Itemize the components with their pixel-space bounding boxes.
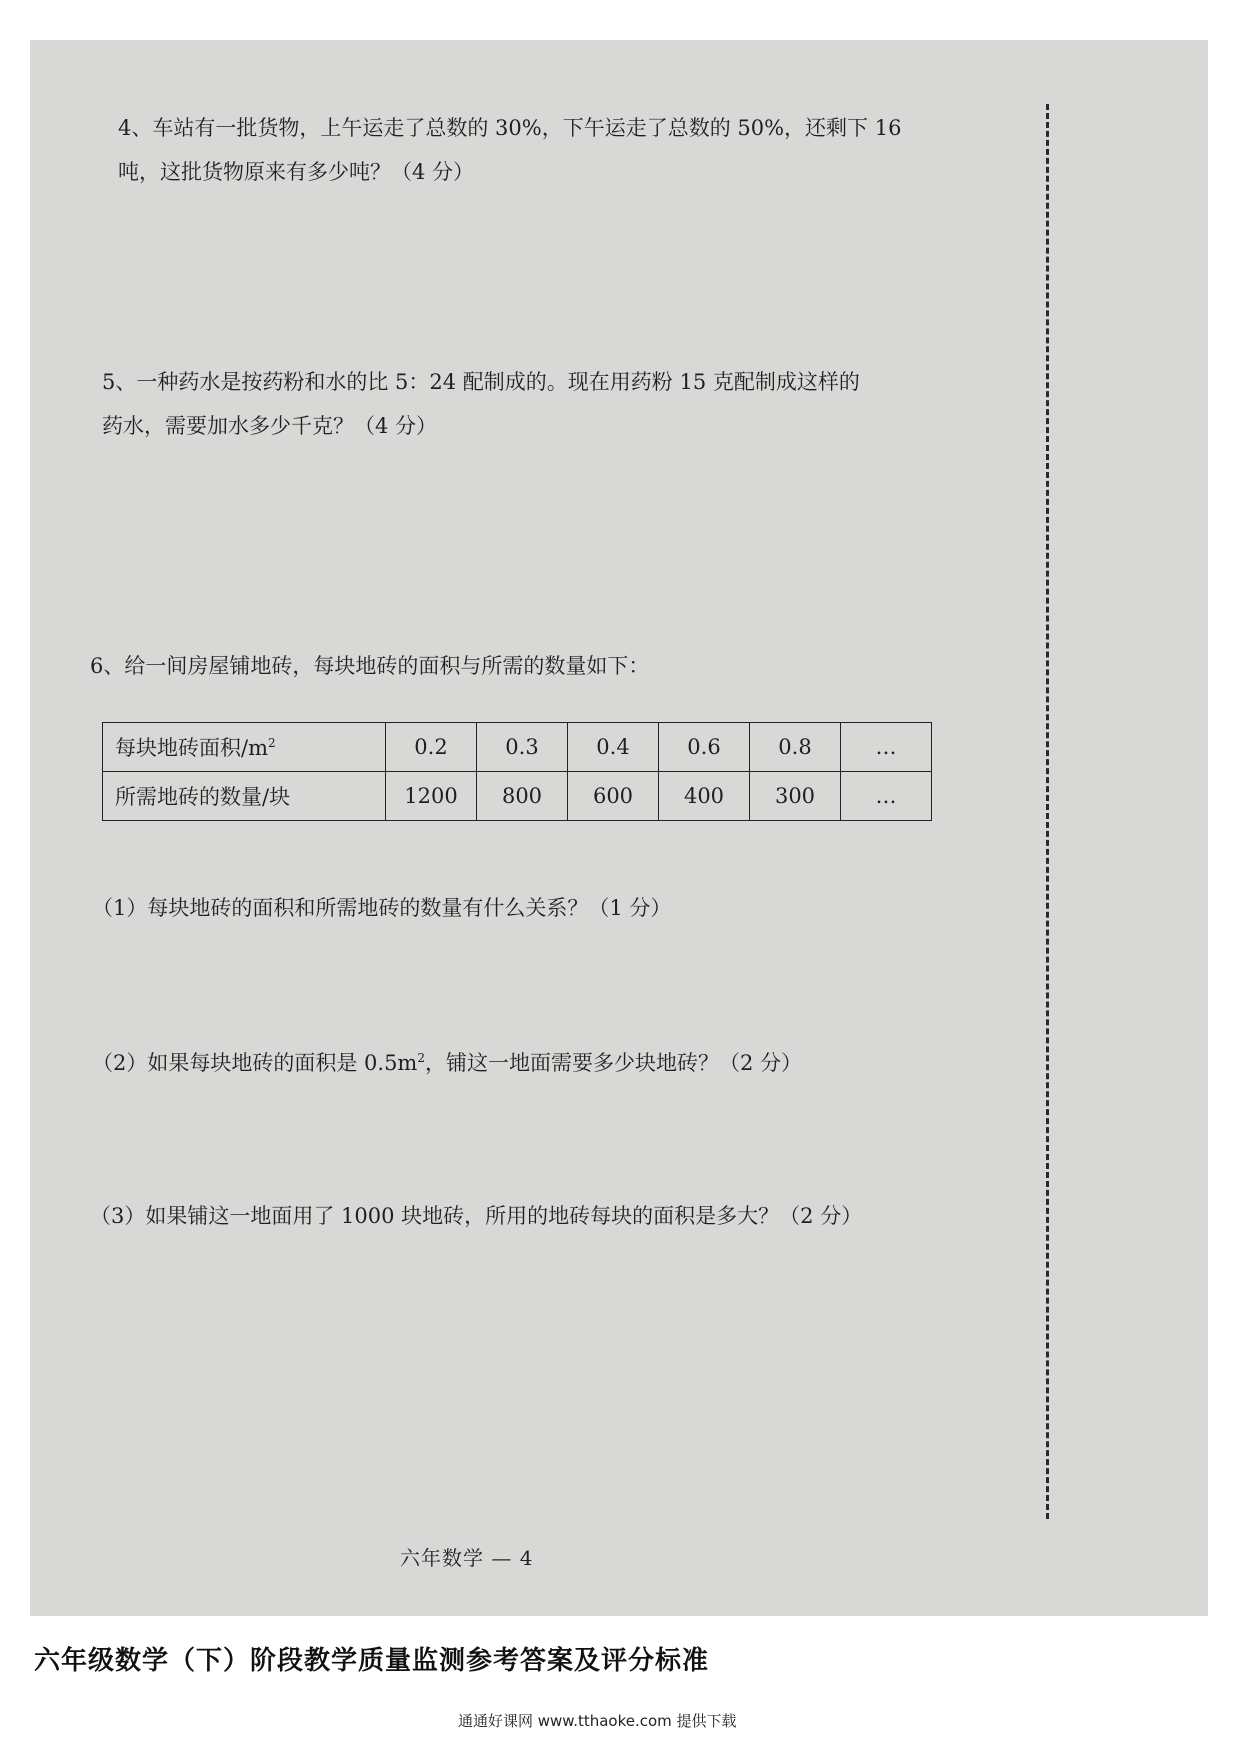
question-5	[102, 360, 1038, 448]
sub-question-2	[92, 1047, 802, 1077]
question-5-line-2: 药水，需要加水多少千克？（4 分）	[102, 414, 438, 438]
table-cell: 0.6	[659, 723, 750, 772]
table-cell: …	[841, 772, 932, 821]
sub-question-2-text-end: ，铺这一地面需要多少块地砖？（2 分）	[425, 1051, 803, 1075]
table-cell: 0.2	[386, 723, 477, 772]
table-cell: 300	[750, 772, 841, 821]
sub-question-2-superscript: 2	[417, 1051, 425, 1065]
table-cell: …	[841, 723, 932, 772]
scanned-page	[30, 40, 1208, 1616]
table-row-header: 所需地砖的数量/块	[103, 772, 386, 821]
tile-table	[102, 722, 932, 821]
question-4-line-1: 4、车站有一批货物，上午运走了总数的 30%，下午运走了总数的 50%，还剩下 16	[118, 116, 902, 140]
question-4-line-2: 吨，这批货物原来有多少吨？（4 分）	[118, 160, 475, 184]
sub-question-1: （1）每块地砖的面积和所需地砖的数量有什么关系？（1 分）	[92, 896, 672, 920]
table-cell: 800	[477, 772, 568, 821]
dashed-binding-line	[1046, 104, 1049, 1519]
page-footer: 六年数学 — 4	[400, 1546, 534, 1570]
table-cell: 1200	[386, 772, 477, 821]
question-5-line-1: 5、一种药水是按药粉和水的比 5：24 配制成的。现在用药粉 15 克配制成这样的	[102, 370, 860, 394]
question-6-intro	[90, 644, 990, 688]
tile-area-label-superscript: 2	[268, 736, 276, 750]
table-row-header	[103, 723, 386, 772]
sub-question-2-text: （2）如果每块地砖的面积是 0.5m	[92, 1051, 418, 1075]
table-cell: 0.4	[568, 723, 659, 772]
question-4	[118, 106, 1038, 194]
table-cell: 400	[659, 772, 750, 821]
sub-question-3: （3）如果铺这一地面用了 1000 块地砖，所用的地砖每块的面积是多大？（2 分）	[90, 1204, 863, 1228]
question-6-intro-text: 6、给一间房屋铺地砖，每块地砖的面积与所需的数量如下：	[90, 654, 650, 678]
table-row	[103, 723, 932, 772]
table-cell: 0.8	[750, 723, 841, 772]
tile-area-label: 每块地砖面积/m	[115, 736, 268, 760]
table-cell: 0.3	[477, 723, 568, 772]
answer-key-heading: 六年级数学（下）阶段教学质量监测参考答案及评分标准	[34, 1646, 710, 1676]
table-cell: 600	[568, 772, 659, 821]
watermark-text: 通通好课网 www.tthaoke.com 提供下载	[458, 1712, 737, 1730]
table-row	[103, 772, 932, 821]
